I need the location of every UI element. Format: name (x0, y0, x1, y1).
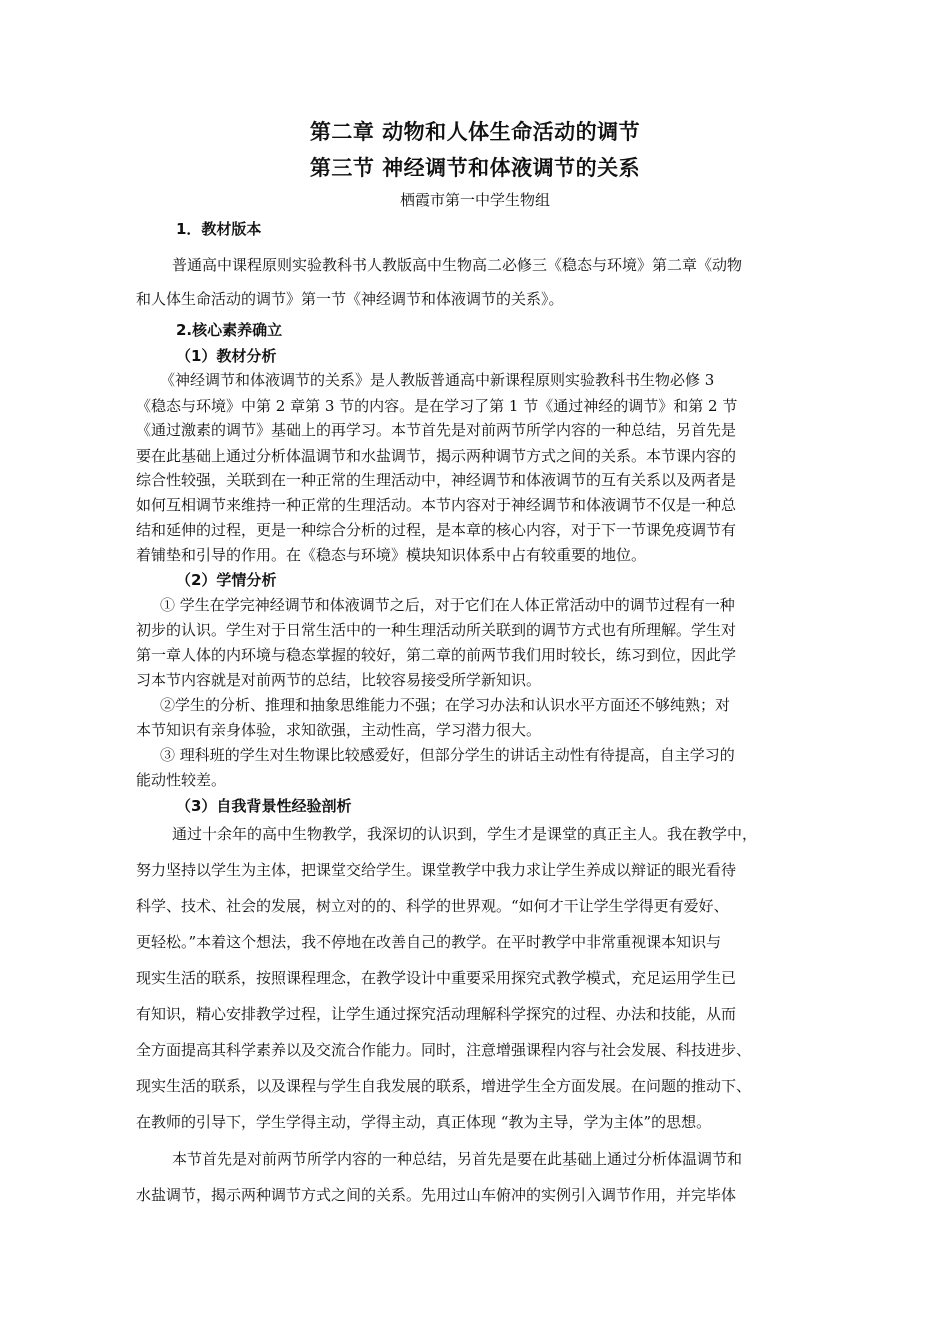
paragraph-line: 有知识，精心安排教学过程，让学生通过探究活动理解科学探究的过程、办法和技能，从而 (136, 1005, 737, 1023)
paragraph-line: 第一章人体的内环境与稳态掌握的较好，第二章的前两节我们用时较长，练习到位，因此学 (136, 646, 737, 664)
paragraph-line: ① 学生在学完神经调节和体液调节之后，对于它们在人体正常活动中的调节过程有一种 (160, 596, 735, 614)
paragraph-line: 着铺垫和引导的作用。在《稳态与环境》模块知识体系中占有较重要的地位。 (136, 546, 647, 564)
chapter-title: 第二章 动物和人体生命活动的调节 (309, 120, 641, 144)
paragraph-line: 在教师的引导下，学生学得主动，学得主动，真正体现 “教为主导，学为主体”的思想。 (136, 1113, 712, 1131)
paragraph-line: 《通过激素的调节》基础上的再学习。本节首先是对前两节所学内容的一种总结，另首先是 (136, 421, 737, 439)
author-line: 栖霞市第一中学生物组 (399, 191, 550, 209)
paragraph-line: 现实生活的联系，按照课程理念，在教学设计中重要采用探究式教学模式，充足运用学生已 (136, 969, 737, 987)
paragraph-line: 现实生活的联系，以及课程与学生自我发展的联系，增进学生全方面发展。在问题的推动下、 (136, 1077, 752, 1095)
heading-self-experience: （3）自我背景性经验剖析 (176, 797, 352, 815)
paragraph-line: 全方面提高其科学素养以及交流合作能力。同时，注意增强课程内容与社会发展、科技进步、 (136, 1041, 752, 1059)
paragraph-line: 如何互相调节来维持一种正常的生理活动。本节内容对于神经调节和体液调节不仅是一种总 (136, 496, 737, 514)
paragraph-line: 通过十余年的高中生物教学，我深切的认识到，学生才是课堂的真正主人。我在教学中， (172, 825, 758, 843)
paragraph-line: 综合性较强，关联到在一种正常的生理活动中，神经调节和体液调节的互有关系以及两者是 (136, 471, 737, 489)
paragraph-line: 《神经调节和体液调节的关系》是人教版普通高中新课程原则实验教科书生物必修 3 (160, 371, 715, 389)
paragraph-line: 要在此基础上通过分析体温调节和水盐调节，揭示两种调节方式之间的关系。本节课内容的 (136, 447, 737, 465)
paragraph-line: 和人体生命活动的调节》第一节《神经调节和体液调节的关系》。 (136, 290, 564, 308)
heading-textbook-analysis: （1）教材分析 (176, 347, 277, 365)
paragraph-line: 初步的认识。学生对于日常生活中的一种生理活动所关联到的调节方式也有所理解。学生对 (136, 621, 737, 639)
paragraph-line: 努力坚持以学生为主体，把课堂交给学生。课堂教学中我力求让学生养成以辩证的眼光看待 (136, 861, 737, 879)
paragraph-line: 《稳态与环境》中第 2 章第 3 节的内容。是在学习了第 1 节《通过神经的调节》和第 2 节 (136, 397, 738, 415)
paragraph-line: 结和延伸的过程，更是一种综合分析的过程，是本章的核心内容，对于下一节课免疫调节有 (136, 521, 737, 539)
paragraph-line: ③ 理科班的学生对生物课比较感爱好，但部分学生的讲话主动性有待提高，自主学习的 (160, 746, 735, 764)
section-title: 第三节 神经调节和体液调节的关系 (309, 156, 641, 180)
paragraph-line: 习本节内容就是对前两节的总结，比较容易接受所学新知识。 (136, 671, 542, 689)
paragraph-line: ②学生的分析、推理和抽象思维能力不强；在学习办法和认识水平方面还不够纯熟；对 (160, 696, 731, 714)
paragraph-line: 本节首先是对前两节所学内容的一种总结，另首先是要在此基础上通过分析体温调节和 (172, 1150, 743, 1168)
paragraph-line: 普通高中课程原则实验教科书人教版高中生物高二必修三《稳态与环境》第二章《动物 (172, 256, 743, 274)
heading-textbook-version: 1．教材版本 (176, 220, 262, 238)
paragraph-line: 更轻松。”本着这个想法，我不停地在改善自己的教学。在平时教学中非常重视课本知识与 (136, 933, 722, 951)
paragraph-line: 能动性较差。 (136, 771, 227, 789)
heading-student-analysis: （2）学情分析 (176, 571, 277, 589)
paragraph-line: 水盐调节，揭示两种调节方式之间的关系。先用过山车俯冲的实例引入调节作用，并完毕体 (136, 1186, 737, 1204)
paragraph-line: 本节知识有亲身体验，求知欲强，主动性高，学习潜力很大。 (136, 721, 542, 739)
heading-core-literacy: 2.核心素养确立 (176, 321, 283, 339)
paragraph-line: 科学、技术、社会的发展，树立对的的、科学的世界观。“如何才干让学生学得更有爱好、 (136, 897, 729, 915)
